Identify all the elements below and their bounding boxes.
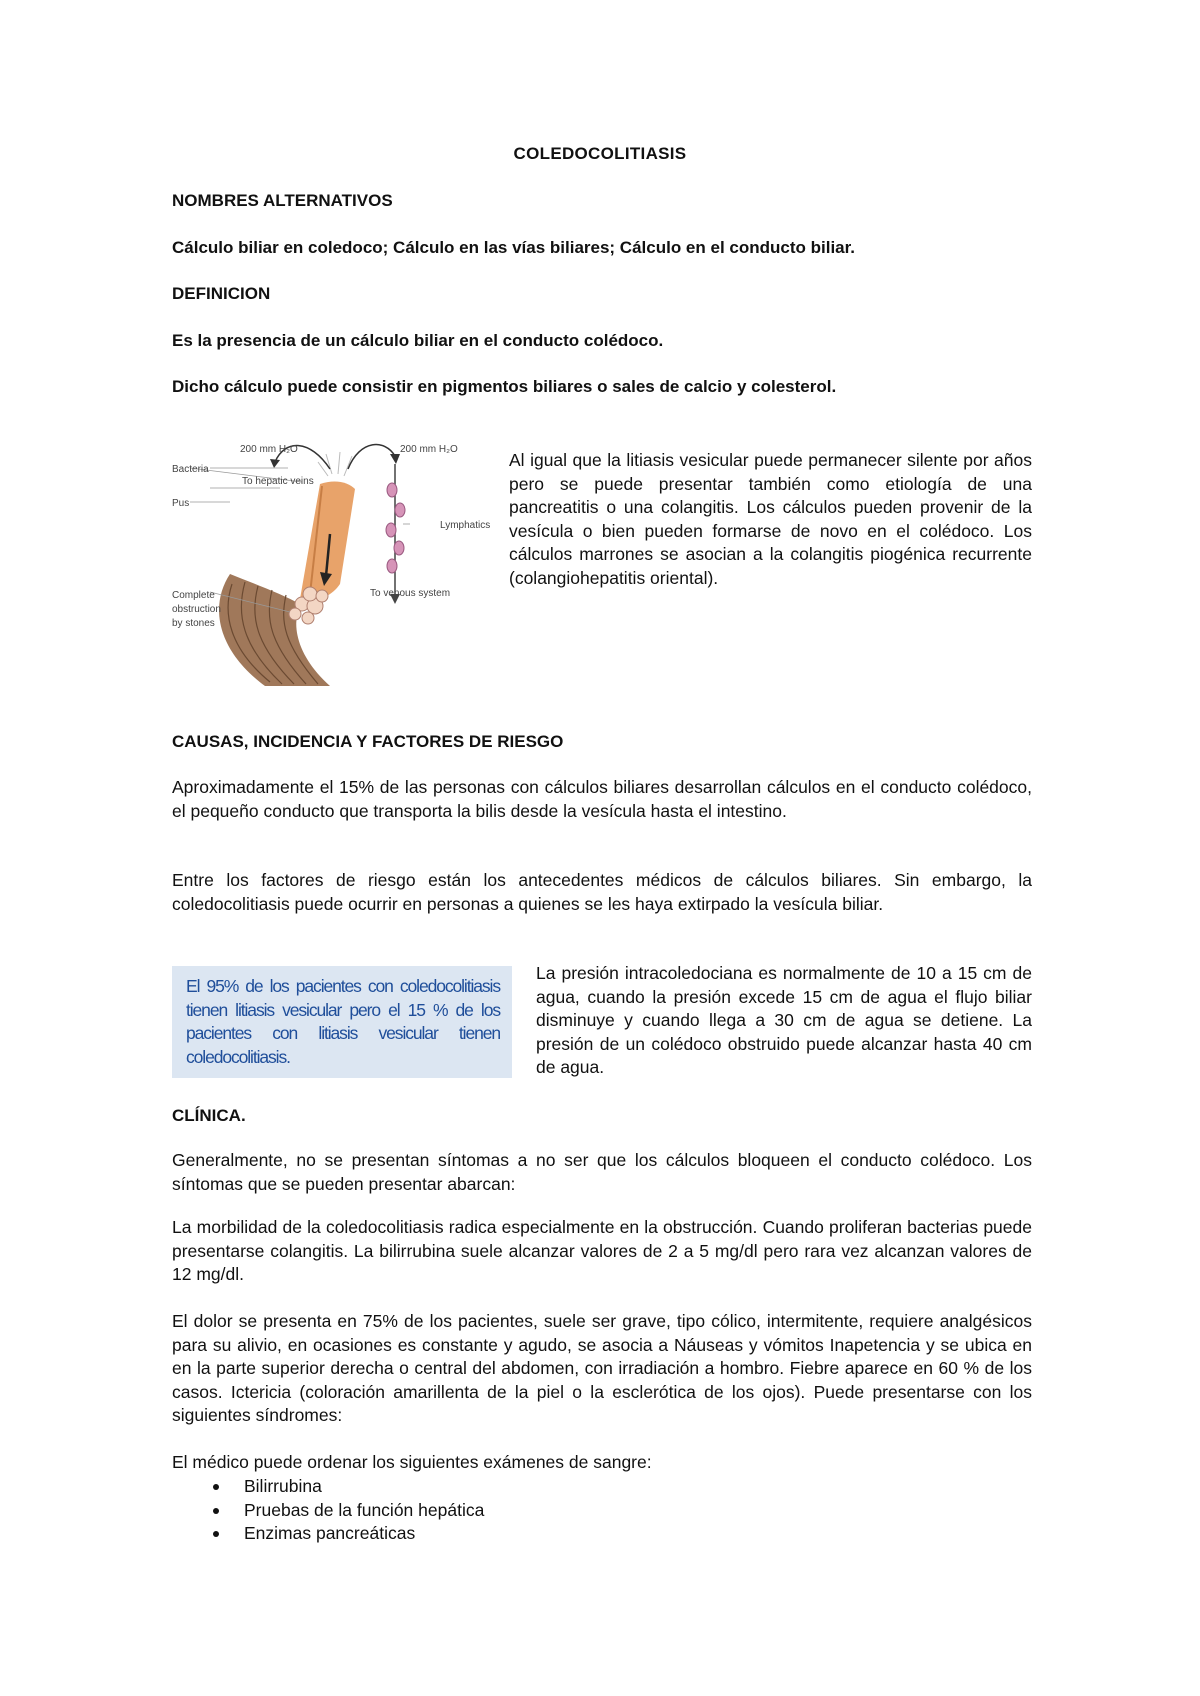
label-venous-system: To venous system: [370, 588, 451, 599]
bullet-icon: [213, 1484, 219, 1490]
label-obstruction-3: by stones: [172, 618, 215, 629]
blood-tests-list: [200, 1475, 484, 1546]
pressure-paragraph: La presión intracoledociana es normalmente de 10 a 15 cm de agua, cuando la presión excede 15 cm de agua el flujo biliar disminuye y cuando llega a 30 cm de agua se detiene. La presión de un colédoco obstruido puede alcanzar hasta 40 cm de agua.: [536, 963, 1032, 1077]
document-title: COLEDOCOLITIASIS: [513, 144, 687, 163]
alt-names-heading: NOMBRES ALTERNATIVOS: [172, 191, 393, 210]
list-item: [200, 1499, 484, 1523]
clinica-paragraph-2: La morbilidad de la coledocolitiasis radica especialmente en la obstrucción. Cuando proliferan bacterias puede presentarse colangitis. La bilirrubina suele alcanzar valores de 2 a 5 mg/dl pero rara vez alcanzan valores de 12 mg/dl.: [172, 1217, 1032, 1284]
bullet-icon: [213, 1508, 219, 1514]
callout-box: [172, 966, 512, 1078]
label-obstruction-2: obstruction: [172, 604, 221, 615]
definition-line-2: Dicho cálculo puede consistir en pigmentos biliares o sales de calcio y colesterol.: [172, 377, 837, 396]
blood-test-bilirubina: Bilirrubina: [244, 1476, 322, 1496]
bile-duct-obstruction-figure: [170, 434, 496, 688]
list-item: [200, 1475, 484, 1499]
label-obstruction-1: Complete: [172, 590, 215, 601]
bile-duct-shape: [300, 482, 355, 601]
label-pus: Pus: [172, 498, 190, 509]
label-pressure-left: 200 mm H₂O: [240, 444, 298, 455]
definition-heading: DEFINICION: [172, 284, 271, 303]
label-bacteria: Bacteria: [172, 464, 209, 475]
spray-lines: [318, 452, 352, 476]
blood-test-enzimas: Enzimas pancreáticas: [244, 1523, 416, 1543]
causes-heading: CAUSAS, INCIDENCIA Y FACTORES DE RIESGO: [172, 732, 564, 751]
label-lymphatics: Lymphatics: [440, 520, 491, 531]
label-pressure-right: 200 mm H₂O: [400, 444, 458, 455]
label-hepatic-veins: To hepatic veins: [242, 476, 314, 487]
bullet-icon: [213, 1531, 219, 1537]
alt-names-text: Cálculo biliar en coledoco; Cálculo en las vías biliares; Cálculo en el conducto biliar.: [172, 238, 856, 257]
list-item: [200, 1522, 484, 1546]
causes-paragraph-1: Aproximadamente el 15% de las personas con cálculos biliares desarrollan cálculos en el conducto colédoco, el pequeño conducto que transporta la bilis desde la vesícula hasta el intestino.: [172, 777, 1032, 821]
clinica-paragraph-1: Generalmente, no se presentan síntomas a no ser que los cálculos bloqueen el conducto colédoco. Los síntomas que se pueden presentar abarcan:: [172, 1150, 1032, 1194]
clinica-paragraph-4: El médico puede ordenar los siguientes exámenes de sangre:: [172, 1452, 652, 1472]
blood-test-funcion-hepatica: Pruebas de la función hepática: [244, 1499, 485, 1520]
stones-cluster: [289, 587, 328, 624]
intro-paragraph: Al igual que la litiasis vesicular puede permanecer silente por años pero se puede presentar también como etiología de una pancreatitis o una colangitis. Los cálculos pueden provenir de la vesícula o bien pueden formarse de novo en el colédoco. Los cálculos marrones se asocian a la colangitis piogénica recurrente (colangiohepatitis oriental).: [509, 450, 1032, 588]
clinica-heading: CLÍNICA.: [172, 1106, 246, 1125]
clinica-paragraph-3: El dolor se presenta en 75% de los pacientes, suele ser grave, tipo cólico, intermitente, requiere analgésicos para su alivio, en ocasiones es constante y agudo, se asocia a Náuseas y vómitos Inapetencia y se ubica en en la parte superior derecha o central del abdomen, con irradiación a hombro. Fiebre aparece en 60 % de los casos. Ictericia (coloración amarillenta de la piel o la esclerótica de los ojos). Puede presentarse con los siguientes síndromes:: [172, 1311, 1032, 1425]
definition-line-1: Es la presencia de un cálculo biliar en el conducto colédoco.: [172, 331, 664, 350]
causes-paragraph-2: Entre los factores de riesgo están los antecedentes médicos de cálculos biliares. Sin embargo, la coledocolitiasis puede ocurrir en personas a quienes se les haya extirpado la vesícula biliar.: [172, 870, 1032, 914]
callout-text: El 95% de los pacientes con coledocolitiasis tienen litiasis vesicular pero el 15 % de los pacientes con litiasis vesicular tienen coledocolitiasis.: [186, 976, 500, 1067]
